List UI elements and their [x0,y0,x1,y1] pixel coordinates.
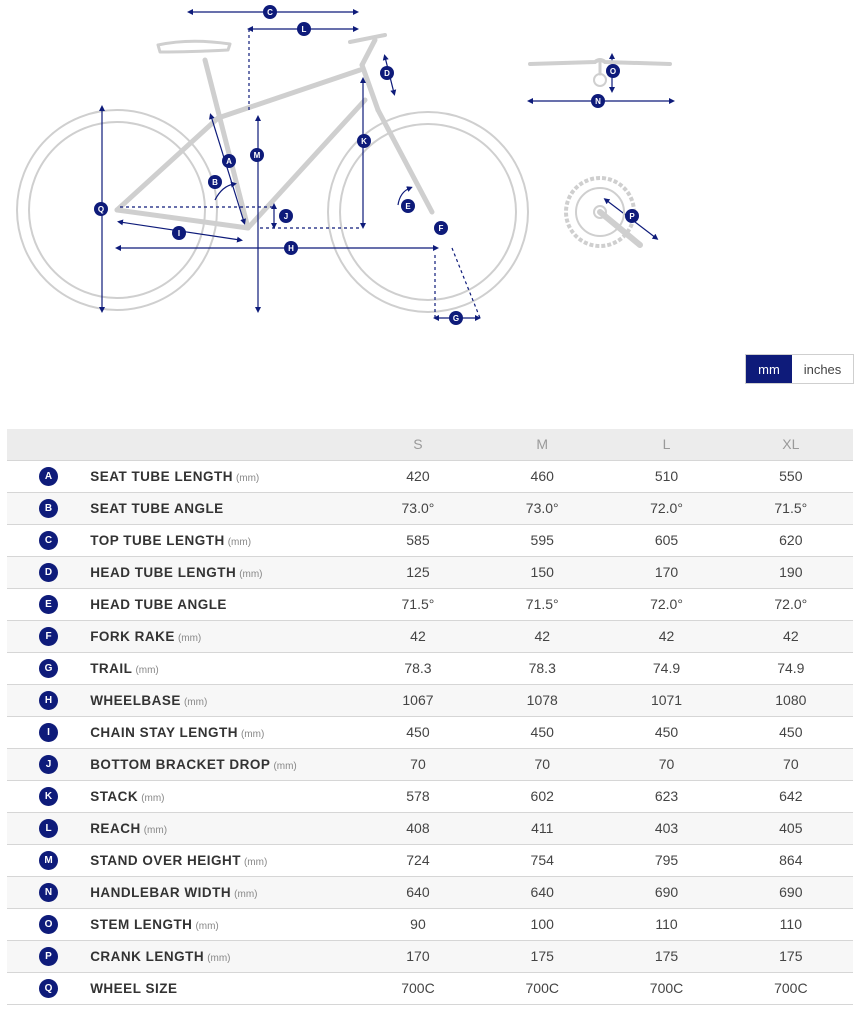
row-label-cell [90,908,356,940]
measurement-badge: B [39,499,58,518]
measurement-value: 125 [356,556,480,588]
inches-button[interactable]: inches [792,355,853,383]
measurement-value: 460 [480,460,604,492]
measurement-unit: (mm) [135,665,159,676]
measurement-value: 90 [356,908,480,940]
measurement-value: 640 [480,876,604,908]
measurement-value: 71.5° [480,588,604,620]
measurement-badge: A [39,467,58,486]
measurement-value: 70 [729,748,853,780]
measurement-value: 550 [729,460,853,492]
diagram-marker-p: P [625,209,639,223]
table-row [7,588,853,620]
measurement-value: 450 [480,716,604,748]
header-size-xl: XL [729,429,853,460]
measurement-label: SEAT TUBE ANGLE [90,501,224,516]
measurement-label: BOTTOM BRACKET DROP [90,757,271,772]
measurement-badge: J [39,755,58,774]
row-badge-cell [7,460,90,492]
measurement-unit: (mm) [195,921,219,932]
mm-button[interactable]: mm [746,355,792,383]
row-label-cell [90,460,356,492]
measurement-value: 73.0° [480,492,604,524]
table-row [7,780,853,812]
measurement-unit: (mm) [235,473,260,484]
row-label-cell [90,940,356,972]
bike-frame-icon [117,35,432,228]
measurement-value: 1067 [356,684,480,716]
measurement-badge: G [39,659,58,678]
unit-toggle [745,354,854,384]
header-size-s: S [356,429,480,460]
measurement-value: 1078 [480,684,604,716]
measurement-unit: (mm) [243,857,268,868]
measurement-value: 864 [729,844,853,876]
table-row [7,620,853,652]
diagram-marker-c: C [263,5,277,19]
table-row [7,876,853,908]
table-row [7,652,853,684]
measurement-badge: C [39,531,58,550]
measurement-value: 1071 [604,684,728,716]
measurement-value: 175 [604,940,728,972]
header-size-m: M [480,429,604,460]
measurement-unit: (mm) [240,729,265,740]
diagram-marker-b: B [208,175,222,189]
measurement-unit: (mm) [183,697,208,708]
measurement-value: 74.9 [729,652,853,684]
measurement-value: 578 [356,780,480,812]
row-badge-cell [7,556,90,588]
measurement-value: 150 [480,556,604,588]
header-size-l: L [604,429,728,460]
measurement-value: 110 [604,908,728,940]
measurement-value: 42 [356,620,480,652]
row-label-cell [90,780,356,812]
measurement-value: 42 [604,620,728,652]
diagram-marker-e: E [401,199,415,213]
diagram-marker-o: O [606,64,620,78]
measurement-value: 700C [356,972,480,1004]
measurement-value: 72.0° [604,492,728,524]
row-label-cell [90,812,356,844]
table-row [7,972,853,1004]
measurement-value: 690 [604,876,728,908]
header-label-column [90,429,356,460]
row-badge-cell [7,684,90,716]
measurement-value: 70 [604,748,728,780]
measurement-value: 1080 [729,684,853,716]
row-badge-cell [7,940,90,972]
measurement-value: 642 [729,780,853,812]
row-label-cell [90,588,356,620]
diagram-marker-f: F [434,221,448,235]
table-row [7,556,853,588]
measurement-value: 700C [604,972,728,1004]
measurement-badge: N [39,883,58,902]
measurement-label: CRANK LENGTH [90,949,205,964]
diagram-marker-j: J [279,209,293,223]
measurement-value: 700C [480,972,604,1004]
row-badge-cell [7,652,90,684]
measurement-badge: H [39,691,58,710]
measurement-value: 795 [604,844,728,876]
measurement-unit: (mm) [177,633,202,644]
measurement-value: 78.3 [356,652,480,684]
measurement-unit: (mm) [227,537,252,548]
handlebar-icon [530,60,670,86]
measurement-value: 595 [480,524,604,556]
row-badge-cell [7,620,90,652]
measurement-label: CHAIN STAY LENGTH [90,725,238,740]
measurement-badge: M [39,851,58,870]
measurement-value: 110 [729,908,853,940]
dimension-lines [102,12,672,318]
measurement-unit: (mm) [207,953,231,964]
measurement-value: 74.9 [604,652,728,684]
measurement-label: STAND OVER HEIGHT [90,853,241,868]
measurement-label: TOP TUBE LENGTH [90,533,225,548]
measurement-value: 73.0° [356,492,480,524]
measurement-value: 411 [480,812,604,844]
measurement-badge: K [39,787,58,806]
row-badge-cell [7,908,90,940]
measurement-value: 450 [604,716,728,748]
measurement-value: 190 [729,556,853,588]
measurement-value: 72.0° [604,588,728,620]
row-label-cell [90,748,356,780]
measurement-unit: (mm) [143,825,168,836]
measurement-value: 420 [356,460,480,492]
measurement-value: 450 [729,716,853,748]
measurement-value: 72.0° [729,588,853,620]
table-row [7,844,853,876]
diagram-marker-a: A [222,154,236,168]
measurement-value: 70 [480,748,604,780]
diagram-marker-g: G [449,311,463,325]
diagram-marker-d: D [380,66,394,80]
row-label-cell [90,492,356,524]
measurement-label: SEAT TUBE LENGTH [90,469,233,484]
row-badge-cell [7,972,90,1004]
measurement-badge: F [39,627,58,646]
diagram-marker-l: L [297,22,311,36]
measurement-value: 71.5° [356,588,480,620]
measurement-label: HANDLEBAR WIDTH [90,885,232,900]
table-row [7,716,853,748]
measurement-value: 602 [480,780,604,812]
measurement-value: 42 [729,620,853,652]
diagram-marker-n: N [591,94,605,108]
table-row [7,460,853,492]
diagram-marker-i: I [172,226,186,240]
measurement-value: 640 [356,876,480,908]
table-row [7,748,853,780]
row-label-cell [90,972,356,1004]
measurement-value: 71.5° [729,492,853,524]
measurement-label: HEAD TUBE ANGLE [90,597,227,612]
header-badge-column [7,429,90,460]
row-badge-cell [7,588,90,620]
diagram-marker-k: K [357,134,371,148]
measurement-badge: E [39,595,58,614]
row-label-cell [90,716,356,748]
row-badge-cell [7,492,90,524]
row-badge-cell [7,748,90,780]
measurement-value: 403 [604,812,728,844]
table-row [7,524,853,556]
row-badge-cell [7,812,90,844]
table-row [7,492,853,524]
measurement-badge: D [39,563,58,582]
measurement-unit: (mm) [239,569,263,580]
row-label-cell [90,684,356,716]
measurement-value: 408 [356,812,480,844]
measurement-value: 100 [480,908,604,940]
diagram-marker-q: Q [94,202,108,216]
geometry-table [7,429,853,1005]
row-label-cell [90,524,356,556]
measurement-value: 405 [729,812,853,844]
measurement-value: 450 [356,716,480,748]
measurement-badge: P [39,947,58,966]
bike-geometry-illustration [0,0,859,340]
measurement-badge: Q [39,979,58,998]
measurement-value: 690 [729,876,853,908]
measurement-unit: (mm) [234,889,258,900]
row-badge-cell [7,844,90,876]
measurement-label: FORK RAKE [90,629,175,644]
measurement-value: 175 [729,940,853,972]
measurement-value: 585 [356,524,480,556]
diagram-marker-h: H [284,241,298,255]
measurement-label: WHEELBASE [90,693,181,708]
measurement-value: 170 [356,940,480,972]
measurement-label: STEM LENGTH [90,917,193,932]
measurement-value: 510 [604,460,728,492]
row-label-cell [90,620,356,652]
measurement-value: 170 [604,556,728,588]
measurement-unit: (mm) [141,793,165,804]
table-row [7,812,853,844]
measurement-value: 700C [729,972,853,1004]
row-badge-cell [7,876,90,908]
geometry-diagram [0,0,859,340]
measurement-value: 70 [356,748,480,780]
row-label-cell [90,556,356,588]
measurement-unit: (mm) [273,761,297,772]
measurement-value: 620 [729,524,853,556]
row-badge-cell [7,716,90,748]
row-label-cell [90,876,356,908]
measurement-label: REACH [90,821,141,836]
measurement-label: STACK [90,789,139,804]
measurement-value: 175 [480,940,604,972]
row-label-cell [90,844,356,876]
measurement-badge: I [39,723,58,742]
measurement-badge: L [39,819,58,838]
row-badge-cell [7,780,90,812]
measurement-badge: O [39,915,58,934]
measurement-label: HEAD TUBE LENGTH [90,565,237,580]
measurement-value: 605 [604,524,728,556]
measurement-value: 623 [604,780,728,812]
row-badge-cell [7,524,90,556]
measurement-value: 754 [480,844,604,876]
measurement-label: TRAIL [90,661,133,676]
measurement-value: 42 [480,620,604,652]
measurement-value: 78.3 [480,652,604,684]
measurement-label: WHEEL SIZE [90,981,178,996]
table-header-row [7,429,853,460]
table-row [7,940,853,972]
row-label-cell [90,652,356,684]
measurement-value: 724 [356,844,480,876]
table-row [7,908,853,940]
diagram-marker-m: M [250,148,264,162]
table-row [7,684,853,716]
